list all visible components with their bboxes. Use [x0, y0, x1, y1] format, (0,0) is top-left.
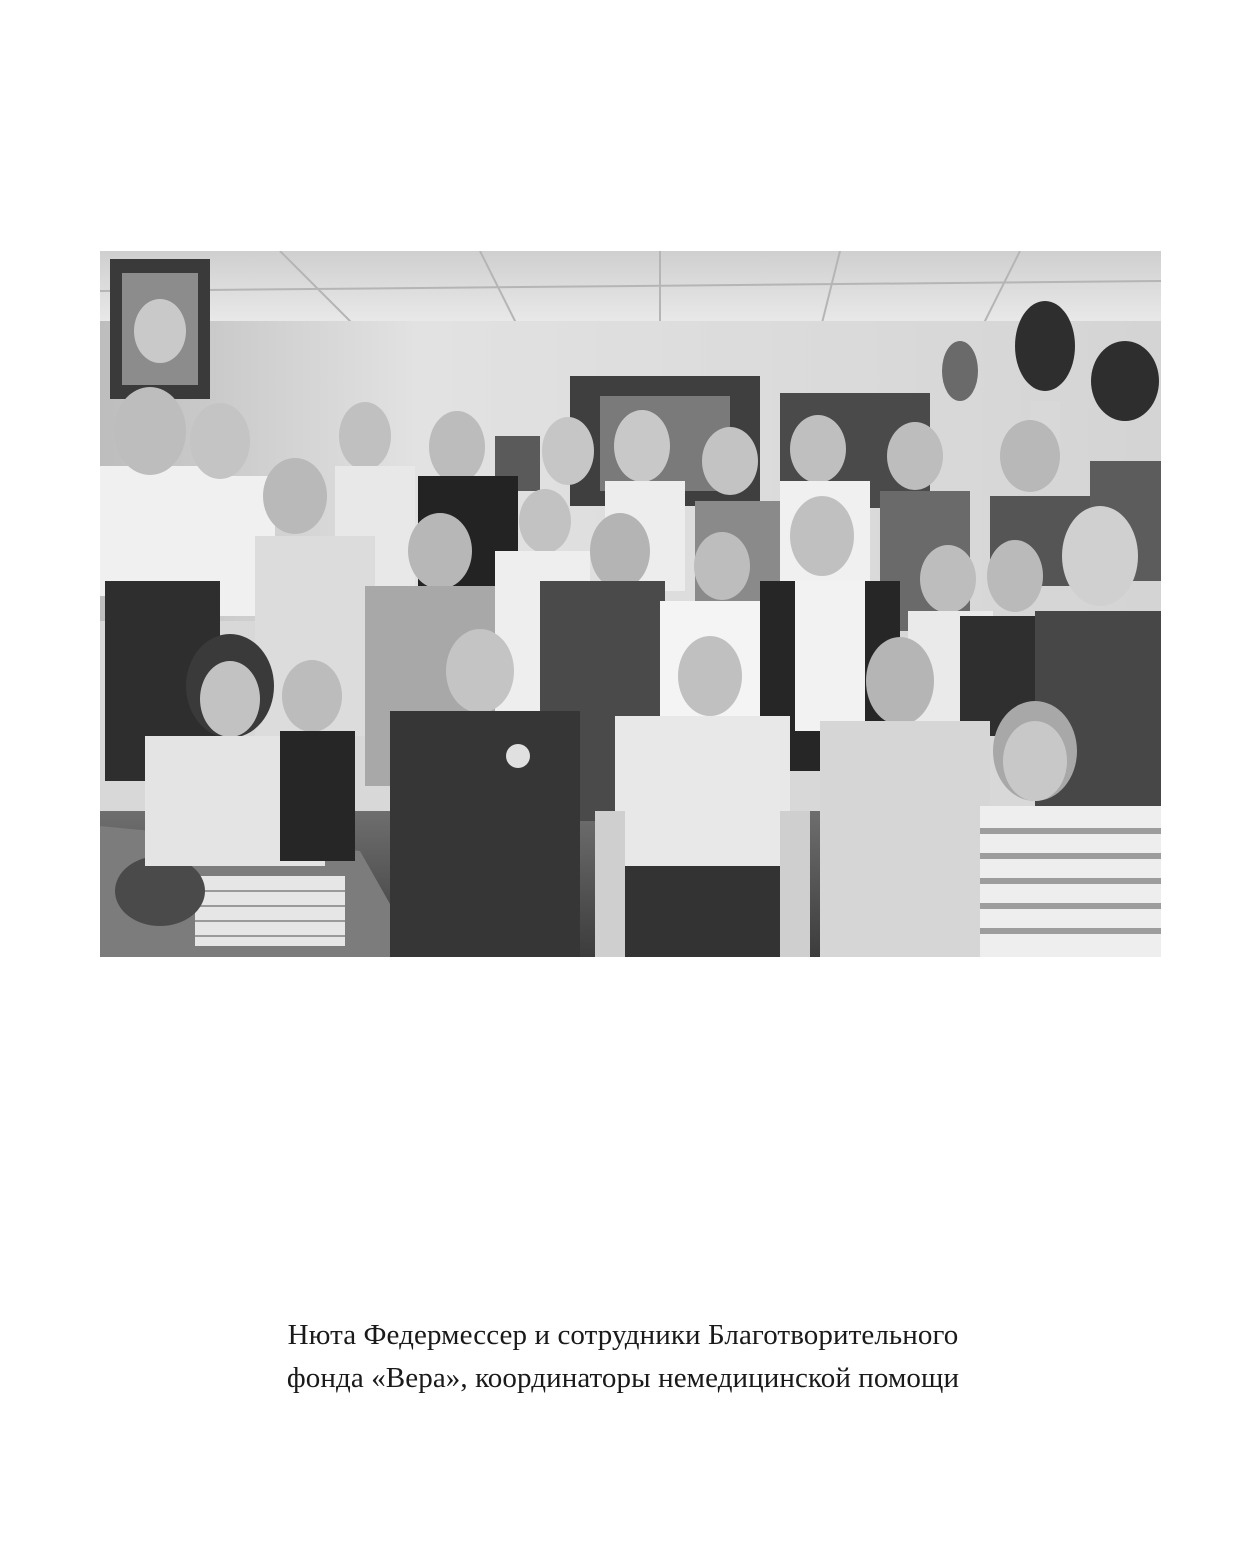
photo-illustration: [100, 251, 1161, 957]
group-photograph: [100, 251, 1161, 957]
caption-line-2: фонда «Вера», координаторы немедицинской помощи: [286, 1362, 960, 1394]
photo-caption: [0, 1314, 1246, 1400]
toy: [115, 856, 205, 926]
ceiling: [100, 251, 1161, 331]
woman-dark-dress: [390, 711, 580, 957]
caption-line-1: Нюта Федермессер и сотрудники Благотворительного: [287, 1319, 959, 1351]
